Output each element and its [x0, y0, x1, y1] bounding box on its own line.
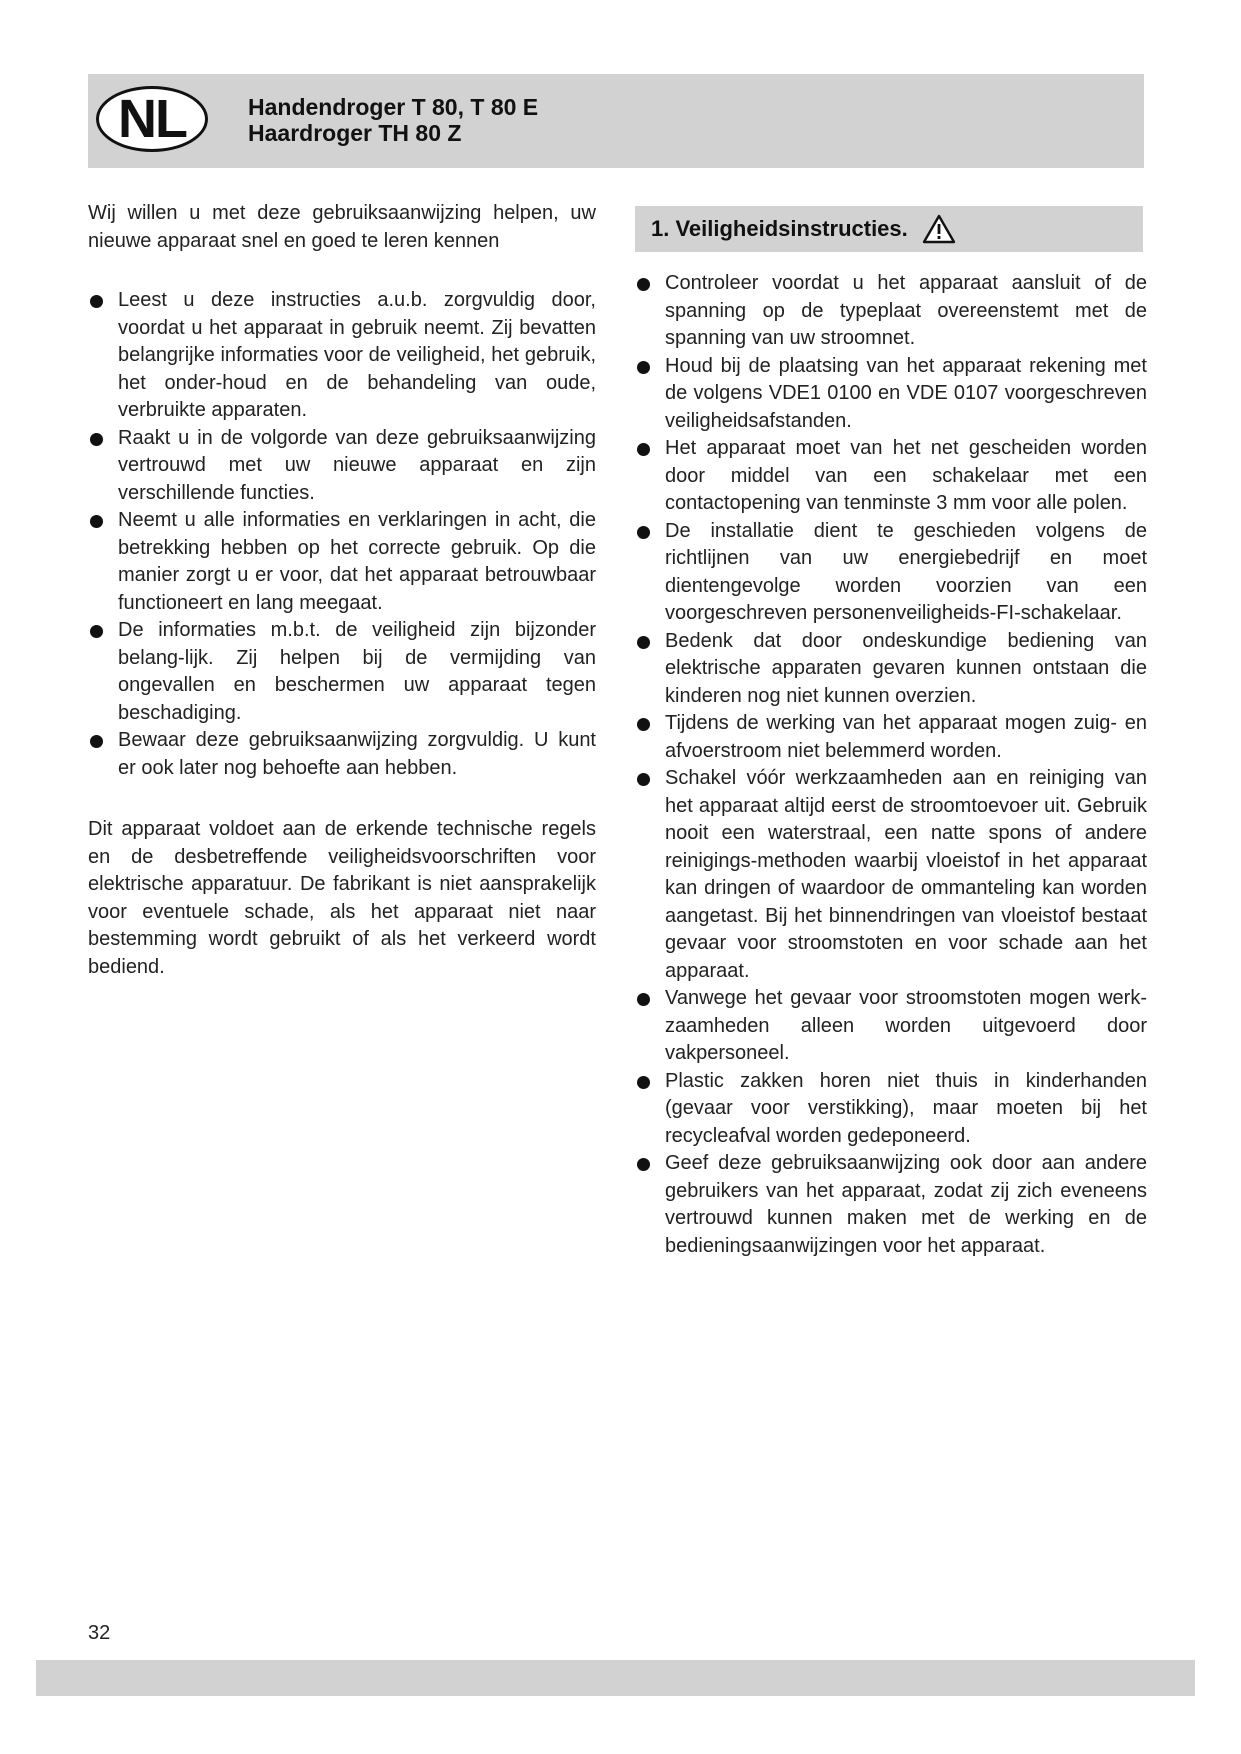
- right-column: [635, 206, 1147, 1260]
- bullet-icon: [637, 1158, 650, 1171]
- bullet-icon: [637, 361, 650, 374]
- list-item: De installatie dient te geschieden volgens de richtlijnen van uw energiebedrijf en moet dientengevolge worden voorzien van een voorgeschreven personenveiligheids-FI-schakelaar.: [635, 518, 1147, 628]
- footer-bar: [36, 1660, 1195, 1696]
- bullet-icon: [637, 278, 650, 291]
- list-item: De informaties m.b.t. de veiligheid zijn bijzonder belang-lijk. Zij helpen bij de vermijding van ongevallen en beschermen uw apparaat tegen beschadiging.: [88, 617, 596, 727]
- bullet-icon: [637, 1076, 650, 1089]
- intro-paragraph: Wij willen u met deze gebruiksaanwijzing helpen, uw nieuwe apparaat snel en goed te leren kennen: [88, 202, 596, 252]
- closing-paragraph: Dit apparaat voldoet aan de erkende technische regels en de desbetreffende veiligheidsvoorschriften voor elektrische apparatuur. De fabrikant is niet aansprakelijk voor eventuele schade, als het apparaat niet naar bestemming wordt gebruikt of als het verkeerd wordt bediend.: [88, 818, 596, 978]
- bullet-icon: [637, 636, 650, 649]
- title-line-2: Haardroger TH 80 Z: [248, 120, 462, 146]
- list-item: Neemt u alle informaties en verklaringen in acht, die betrekking hebben op het correcte gebruik. Op die manier zorgt u er voor, dat het apparaat betrouwbaar functioneert en lang meegaat.: [88, 507, 596, 617]
- bullet-icon: [90, 515, 103, 528]
- safety-bullet-list: [635, 270, 1147, 1260]
- list-item: Het apparaat moet van het net gescheiden worden door middel van een schakelaar met een contactopening van tenminste 3 mm voor alle polen.: [635, 435, 1147, 518]
- section-heading-bar: [635, 206, 1143, 252]
- bullet-icon: [90, 735, 103, 748]
- list-item: Raakt u in de volgorde van deze gebruiksaanwijzing vertrouwd met uw nieuwe apparaat en zijn verschillende functies.: [88, 425, 596, 508]
- list-item: Geef deze gebruiksaanwijzing ook door aan andere gebruikers van het apparaat, zodat zij zich eveneens vertrouwd kunnen maken met de werking en de bedieningsaanwijzingen voor het apparaat.: [635, 1150, 1147, 1260]
- title-line-1: Handendroger T 80, T 80 E: [248, 94, 539, 120]
- list-item: Bewaar deze gebruiksaanwijzing zorgvuldig. U kunt er ook later nog behoefte aan hebben.: [88, 727, 596, 782]
- list-item: Vanwege het gevaar voor stroomstoten mogen werk-zaamheden alleen worden uitgevoerd door vakpersoneel.: [635, 985, 1147, 1068]
- bullet-icon: [637, 526, 650, 539]
- header-titles: [248, 94, 538, 146]
- list-item: Bedenk dat door ondeskundige bediening van elektrische apparaten gevaren kunnen ontstaan die kinderen nog niet kunnen overzien.: [635, 628, 1147, 711]
- list-item: Tijdens de werking van het apparaat mogen zuig- en afvoerstroom niet belemmerd worden.: [635, 710, 1147, 765]
- bullet-icon: [637, 993, 650, 1006]
- list-item: Schakel vóór werkzaamheden aan en reiniging van het apparaat altijd eerst de stroomtoevoer uit. Gebruik nooit een waterstraal, een natte spons of andere reinigings-methoden waarbij vloeistof in het apparaat kan dringen of waardoor de ommanteling kan worden aangetast. Bij het binnendringen van vloeistof bestaat gevaar voor stroomstoten en voor schade aan het apparaat.: [635, 765, 1147, 985]
- intro-bullet-list: [88, 287, 596, 782]
- list-item: Leest u deze instructies a.u.b. zorgvuldig door, voordat u het apparaat in gebruik neemt. Zij bevatten belangrijke informaties voor de veiligheid, het gebruik, het onder-houd en de behandeling van oude, verbruikte apparaten.: [88, 287, 596, 425]
- section-title: 1. Veiligheidsinstructies.: [651, 216, 908, 242]
- bullet-icon: [637, 773, 650, 786]
- page-number: 32: [88, 1622, 111, 1644]
- bullet-icon: [90, 295, 103, 308]
- list-item: Houd bij de plaatsing van het apparaat rekening met de volgens VDE1 0100 en VDE 0107 voorgeschreven veiligheidsafstanden.: [635, 353, 1147, 436]
- bullet-icon: [90, 433, 103, 446]
- left-column: [88, 200, 596, 981]
- warning-triangle-icon: [922, 214, 956, 244]
- list-item: Controleer voordat u het apparaat aansluit of de spanning op de typeplaat overeenstemt met de spanning van uw stroomnet.: [635, 270, 1147, 353]
- bullet-icon: [637, 443, 650, 456]
- header-bar: [88, 74, 1144, 168]
- list-item: Plastic zakken horen niet thuis in kinderhanden (gevaar voor verstikking), maar moeten bij het recycleafval worden gedeponeerd.: [635, 1068, 1147, 1151]
- bullet-icon: [637, 718, 650, 731]
- country-badge: NL: [96, 86, 208, 152]
- bullet-icon: [90, 625, 103, 638]
